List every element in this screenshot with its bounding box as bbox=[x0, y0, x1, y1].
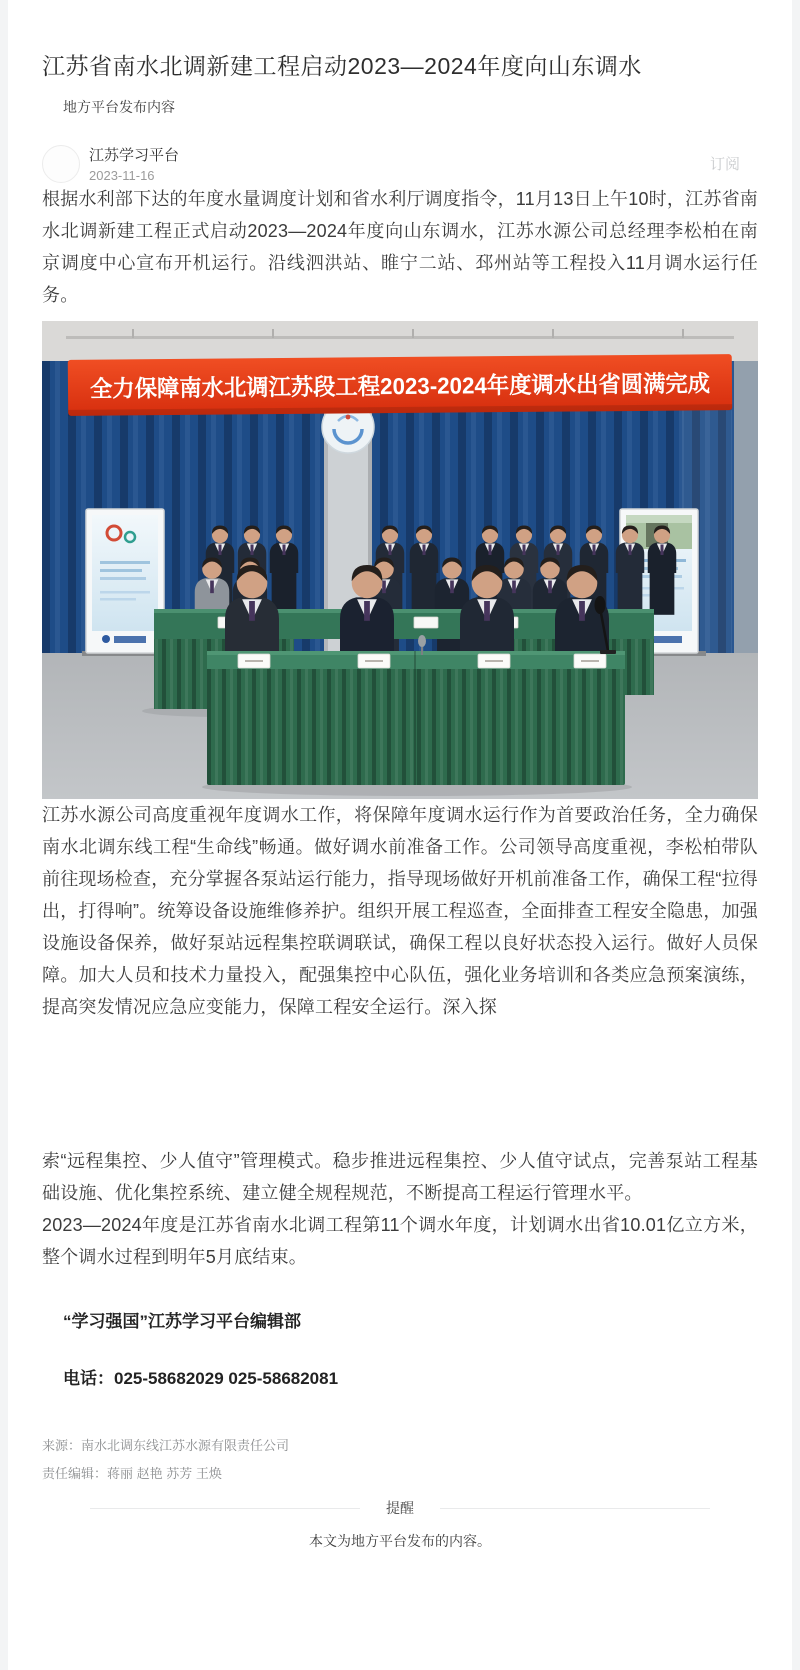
author-name[interactable]: 江苏学习平台 bbox=[89, 147, 180, 164]
divider-rule-right bbox=[440, 1508, 710, 1509]
article-paragraph-2: 江苏水源公司高度重视年度调水工作，将保障年度调水运行作为首要政治任务，全力确保南水北调东线工程“生命线”畅通。做好调水前准备工作。公司领导高度重视，李松柏带队前往现场检查，充分掌握各泵站运行能力，指导现场做好开机前准备工作，确保工程“拉得出，打得响”。统筹设备设施维修养护。组织开展工程巡查，全面排查工程安全隐患，加强设施设备保养，做好泵站远程集控联调联试，确保工程以良好状态投入运行。做好人员保障。加大人员和技术力量投入，配强集控中心队伍，强化业务培训和各类应急预案演练，提高突发情况应急应变能力，保障工程安全运行。深入探 bbox=[42, 805, 758, 1017]
editors-line: 责任编辑：蒋丽 赵艳 苏芳 王焕 bbox=[42, 1466, 222, 1481]
notice-text: 本文为地方平台发布的内容。 bbox=[309, 1533, 491, 1549]
photo-banner-text: 全力保障南水北调江苏段工程2023-2024年度调水出省圆满完成 bbox=[89, 370, 730, 402]
banner bbox=[68, 354, 732, 416]
author-row bbox=[42, 144, 758, 183]
notice-divider bbox=[90, 1498, 710, 1518]
front-tables bbox=[207, 651, 625, 785]
editor-department: “学习强国”江苏学习平台编辑部 bbox=[63, 1312, 301, 1331]
subscribe-button[interactable]: 订阅 bbox=[704, 152, 746, 175]
publish-date: 2023-11-16 bbox=[89, 168, 155, 183]
conference-photo bbox=[42, 321, 758, 799]
content-gap bbox=[42, 1023, 758, 1145]
article-photo[interactable] bbox=[42, 321, 758, 799]
notice-label: 提醒 bbox=[386, 1500, 414, 1516]
source-line: 来源：南水北调东线江苏水源有限责任公司 bbox=[42, 1438, 290, 1453]
category-label: 地方平台发布内容 bbox=[63, 99, 175, 115]
page-title: 江苏省南水北调新建工程启动2023—2024年度向山东调水 bbox=[42, 53, 642, 79]
article-paragraph-3: 索“远程集控、少人值守”管理模式。稳步推进远程集控、少人值守试点，完善泵站工程基础设施、优化集控系统、建立健全规程规范，不断提高工程运行管理水平。 bbox=[42, 1151, 758, 1203]
divider-rule-left bbox=[90, 1508, 360, 1509]
article-paragraph-4: 2023—2024年度是江苏省南水北调工程第11个调水年度，计划调水出省10.01亿立方米，整个调水过程到明年5月底结束。 bbox=[42, 1215, 758, 1267]
contact-phone: 电话：025-58682029 025-58682081 bbox=[63, 1369, 339, 1388]
article-card bbox=[8, 0, 792, 1670]
author-avatar[interactable] bbox=[42, 145, 80, 183]
article-paragraph-1: 根据水利部下达的年度水量调度计划和省水利厅调度指令，11月13日上午10时，江苏省南水北调新建工程正式启动2023—2024年度向山东调水，江苏水源公司总经理李松柏在南京调度中心宣布开机运行。沿线泗洪站、睢宁二站、邳州站等工程投入11月调水运行任务。 bbox=[42, 189, 758, 305]
